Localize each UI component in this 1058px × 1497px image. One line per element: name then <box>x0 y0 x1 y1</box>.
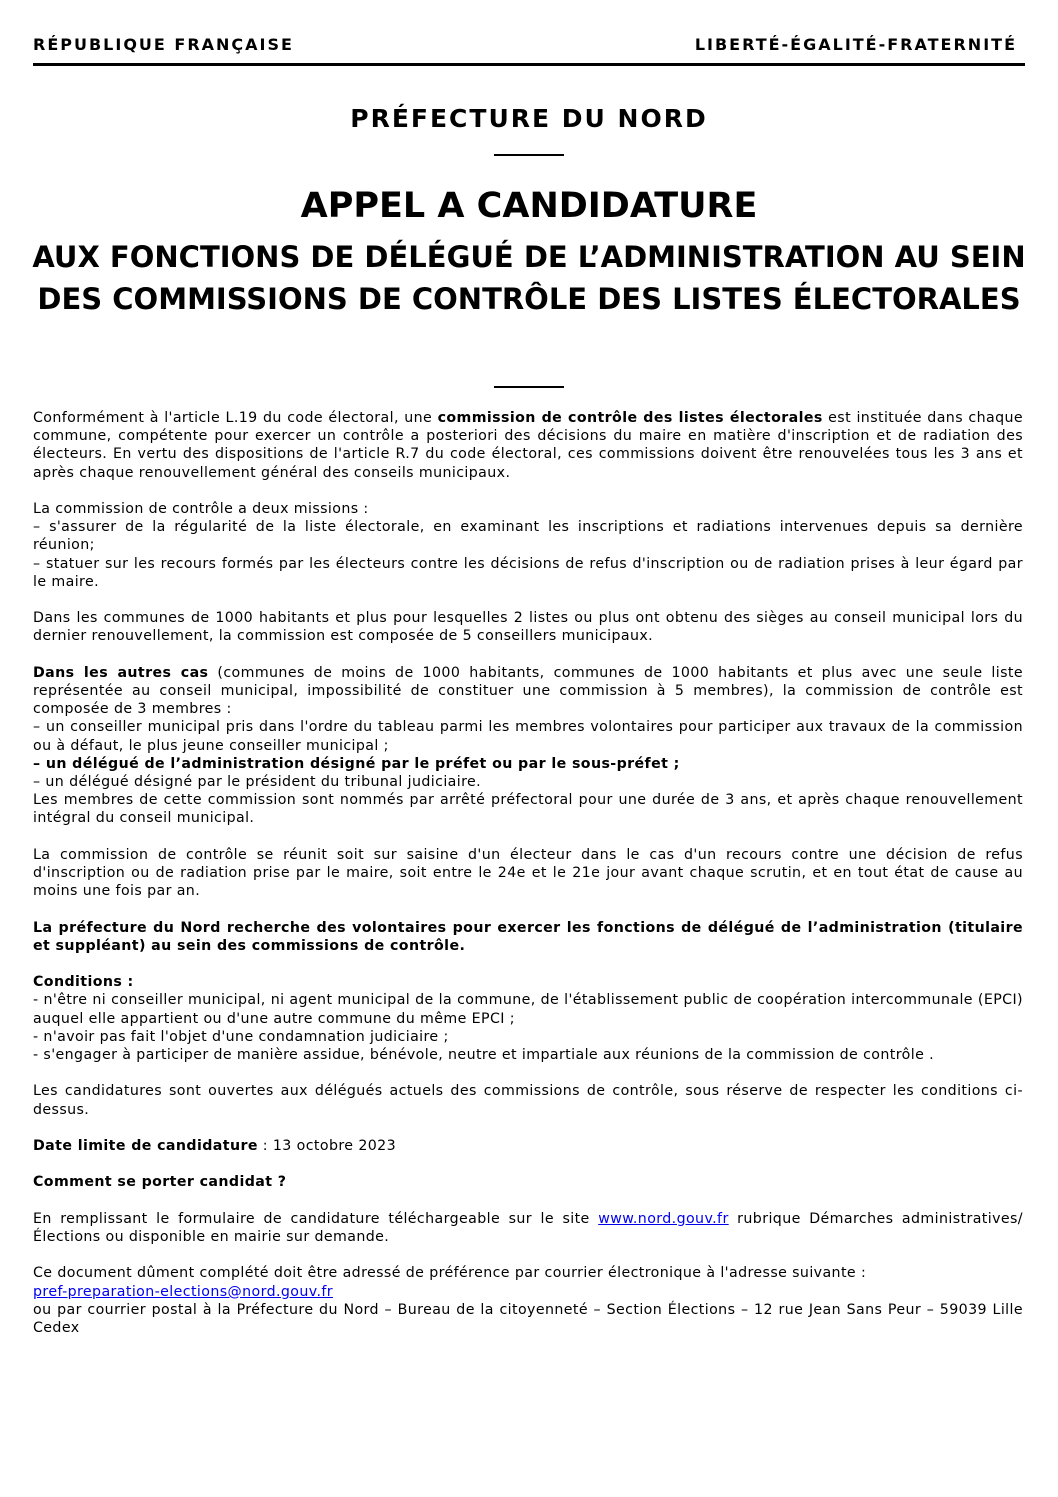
prefecture-title: PRÉFECTURE DU NORD <box>350 104 708 133</box>
conditions-title-text: Conditions : <box>33 974 134 991</box>
email-line <box>33 1283 1023 1301</box>
header-republique: RÉPUBLIQUE FRANÇAISE <box>33 35 294 54</box>
paragraph-meetings: La commission de contrôle se réunit soit sur saisine d'un électeur dans le cas d'un recours contre une décision de refus d'inscription ou de radiation prise par le maire, soit entre le 24e et le 21e jour avant chaque scrutin, et en tout état de cause au moins une fois par an. <box>33 846 1023 900</box>
header-devise: LIBERTÉ-ÉGALITÉ-FRATERNITÉ <box>694 35 1017 54</box>
how-to-apply-title <box>33 1173 1023 1191</box>
title-divider-top <box>494 154 564 156</box>
conditions-title <box>33 973 1023 991</box>
call-volunteers-text: La préfecture du Nord recherche des volontaires pour exercer les fonctions de délégué de l’administration (titulaire et suppléant) au sein des commissions de contrôle. <box>33 919 1023 954</box>
paragraph-other-cases <box>33 664 1023 719</box>
paragraph-current-delegates: Les candidatures sont ouvertes aux délégués actuels des commissions de contrôle, sous réserve de respecter les conditions ci-dessus. <box>33 1083 1023 1118</box>
mission-item-2: – statuer sur les recours formés par les électeurs contre les décisions de refus d'inscription ou de radiation prises à leur égard par le maire. <box>33 555 1023 590</box>
paragraph-intro-text-a: Conformément à l'article L.19 du code électoral, une <box>33 410 438 426</box>
paragraph-intro-text-c: est instituée dans chaque commune, compétente pour exercer un contrôle a posteriori des décisions du maire en matière d'inscription et de radiation des électeurs. En vertu des dispositions de l'article R.7 du code électoral, ces commissions doivent être renouvelées tous les 3 ans et après chaque renouvellement général des conseils municipaux. <box>33 410 1023 481</box>
form-text-a: En remplissant le formulaire de candidature téléchargeable sur le site <box>33 1210 599 1227</box>
main-subtitle: AUX FONCTIONS DE DÉLÉGUÉ DE L’ADMINISTRATION AU SEIN DES COMMISSIONS DE CONTRÔLE DES LISTES ÉLECTORALES <box>32 240 1026 316</box>
header-rule <box>33 63 1025 66</box>
other-cases-text: (communes de moins de 1000 habitants, communes de 1000 habitants et plus avec une seule liste représentée au conseil municipal, impossibilité de constituer une commission à 5 membres), la commission de contrôle est composée de 3 membres : <box>33 664 1023 718</box>
member-item-3: – un délégué désigné par le président du tribunal judiciaire. <box>33 774 482 791</box>
commission-term: commission de contrôle des listes électorales <box>437 410 823 426</box>
website-link[interactable]: www.nord.gouv.fr <box>598 1210 729 1227</box>
how-to-apply-text: Comment se porter candidat ? <box>33 1174 287 1191</box>
document-body <box>33 409 1023 1337</box>
paragraph-form <box>33 1210 1023 1246</box>
condition-item-3: - s'engager à participer de manière assidue, bénévole, neutre et impartiale aux réunions de la commission de contrôle . <box>33 1047 935 1064</box>
form-text-b: rubrique Démarches administratives/Élections ou disponible en mairie sur demande. <box>33 1210 1023 1245</box>
main-title: APPEL A CANDIDATURE <box>300 186 758 226</box>
deadline-label: Date limite de candidature <box>33 1138 258 1154</box>
condition-item-1: - n'être ni conseiller municipal, ni agent municipal de la commune, de l'établissement public de coopération intercommunale (EPCI) auquel elle appartient ou d'une autre commune du même EPCI ; <box>33 992 1023 1027</box>
paragraph-send-intro: Ce document dûment complété doit être adressé de préférence par courrier électronique à l'adresse suivante : <box>33 1265 867 1282</box>
other-cases-label: Dans les autres cas <box>33 664 209 681</box>
missions-intro: La commission de contrôle a deux missions : <box>33 501 369 517</box>
condition-item-2: - n'avoir pas fait l'objet d'une condamnation judiciaire ; <box>33 1028 449 1045</box>
paragraph-intro <box>33 409 1023 482</box>
mission-item-1: – s'assurer de la régularité de la liste électorale, en examinant les inscriptions et radiations intervenues depuis sa dernière réunion; <box>33 519 1023 554</box>
paragraph-nomination: Les membres de cette commission sont nommés par arrêté préfectoral pour une durée de 3 ans, et après chaque renouvellement intégral du conseil municipal. <box>33 792 1023 827</box>
member-item-2-text: – un délégué de l’administration désigné par le préfet ou par le sous-préfet ; <box>33 755 680 772</box>
member-item-1: – un conseiller municipal pris dans l'ordre du tableau parmi les membres volontaires pour participer aux travaux de la commission ou à défaut, le plus jeune conseiller municipal ; <box>33 719 1023 754</box>
deadline <box>33 1137 1023 1155</box>
email-link[interactable]: pref-preparation-elections@nord.gouv.fr <box>33 1283 334 1300</box>
paragraph-postal: ou par courrier postal à la Préfecture du Nord – Bureau de la citoyenneté – Section Élections – 12 rue Jean Sans Peur – 59039 Lille Cedex <box>33 1301 1023 1336</box>
deadline-value: : 13 octobre 2023 <box>257 1138 397 1154</box>
member-item-2 <box>33 755 1023 773</box>
paragraph-call-volunteers <box>33 919 1023 955</box>
title-divider-bottom <box>494 386 564 388</box>
paragraph-large-communes: Dans les communes de 1000 habitants et plus pour lesquelles 2 listes ou plus ont obtenu des sièges au conseil municipal lors du dernier renouvellement, la commission est composée de 5 conseillers municipaux. <box>33 610 1023 645</box>
